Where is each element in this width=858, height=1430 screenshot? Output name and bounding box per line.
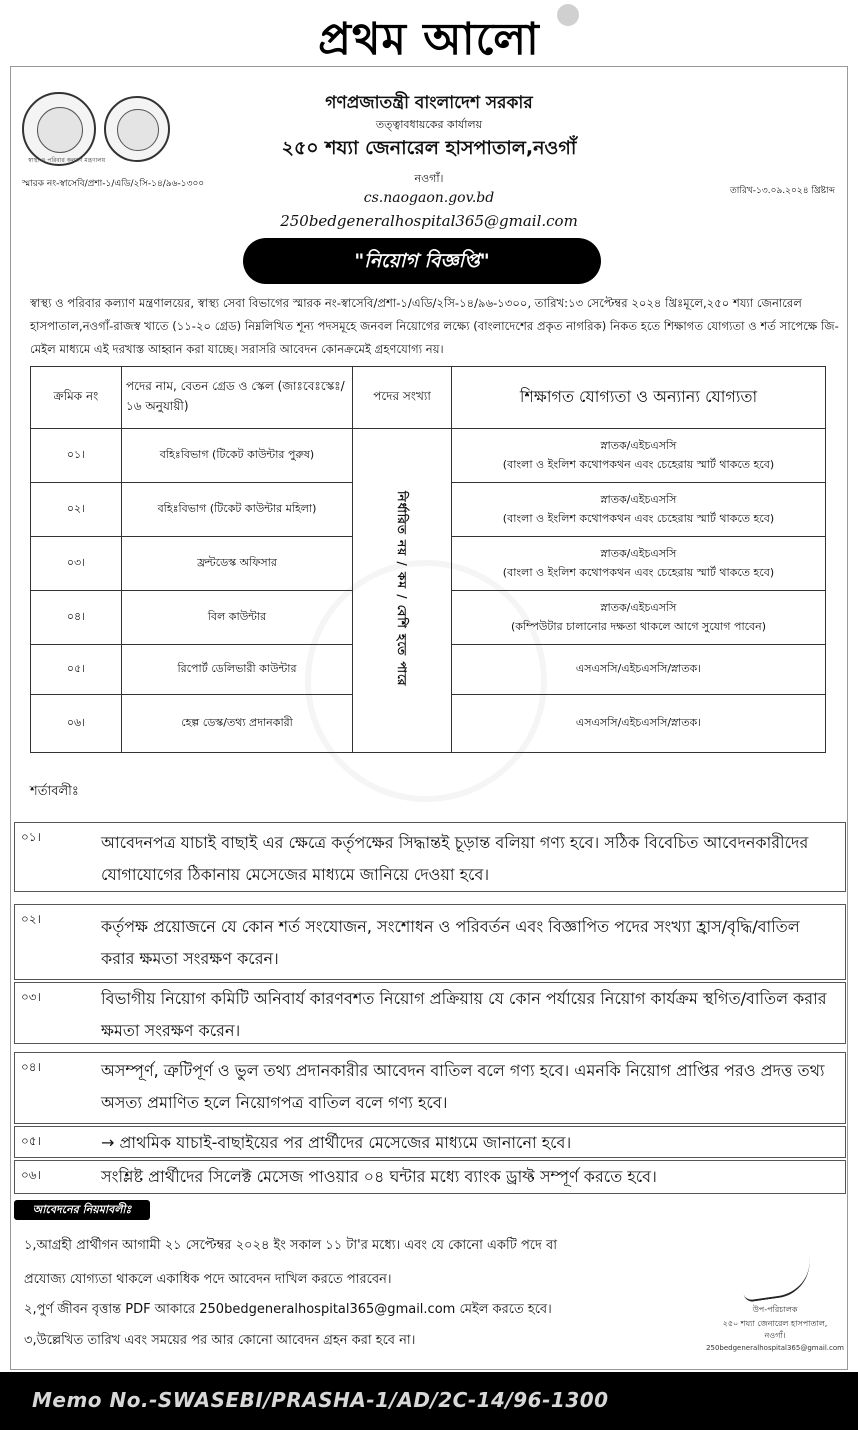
condition-item bbox=[14, 1160, 846, 1194]
condition-number: ০৪। bbox=[21, 1060, 41, 1074]
memo-number: স্মারক নং-স্বাসেবি/প্রশা-১/এডি/২সি-১৪/৯৬-১৩০০ bbox=[22, 179, 205, 189]
qualification-degree: স্নাতক/এইচএসসি bbox=[600, 438, 677, 452]
row-post: বহিঃবিভাগ (টিকেট কাউন্টার পুরুষ) bbox=[122, 429, 353, 483]
row-qualification bbox=[452, 645, 826, 695]
posts-table bbox=[30, 366, 826, 753]
website-text: cs.naogaon.gov.bd bbox=[363, 190, 495, 206]
row-qualification bbox=[452, 695, 826, 753]
condition-text: কর্তৃপক্ষ প্রয়োজনে যে কোন শর্ত সংযোজন, সংশোধন ও পরিবর্তন এবং বিজ্ঞাপিত পদের সংখ্যা হ্রাস/বৃদ্ধি/বাতিল করার ক্ষমতা সংরক্ষণ করেন। bbox=[101, 917, 800, 968]
intro-paragraph: স্বাস্থ্য ও পরিবার কল্যাণ মন্ত্রণালয়ের, স্বাস্থ্য সেবা বিভাগের স্মারক নং-স্বাসেবি/প্রশা-১/এডি/২সি-১৪/৯৬-১৩০০, তারিখ:১৩ সেপ্টেম্বর ২০২৪ খ্রিঃমূলে,২৫০ শয্যা জেনারেল হাসপাতাল,নওগাঁ-রাজস্ব খাতে (১১-২০ গ্রেড) নিম্নলিখিত শূন্য পদসমূহে জনবল নিয়োগের লক্ষ্যে (বাংলাদেশের প্রকৃত নাগরিক) নিকত হতে শিক্ষাগত যোগ্যতা ও শর্ত সাপেক্ষে জি-মেইল মাধ্যমে এই দরখাস্ত আহ্বান করা যাচ্ছে। সরাসরি আবেদন কোনক্রমেই গ্রহণযোগ্য নয়। bbox=[30, 296, 839, 356]
row-post: ফ্রন্টডেস্ক অফিসার bbox=[122, 537, 353, 591]
signature-title: উপ-পরিচালক bbox=[752, 1305, 798, 1314]
row-post: রিপোর্ট ডেলিভারী কাউন্টার bbox=[122, 645, 353, 695]
post-count-note: নির্ধারিত নয় / কম / বেশি হতে পারে bbox=[395, 491, 409, 687]
row-serial: ০৬। bbox=[31, 695, 122, 753]
row-qualification bbox=[452, 591, 826, 645]
row-qualification bbox=[452, 537, 826, 591]
signature-email: 250bedgeneralhospital365@gmail.com bbox=[706, 1344, 844, 1352]
row-post: বহিঃবিভাগ (টিকেট কাউন্টার মহিলা) bbox=[122, 483, 353, 537]
newspaper-logo: প্রথম আলো bbox=[318, 14, 540, 65]
qualification-note: (বাংলা ও ইংলিশ কথোপকথন এবং চেহেরায় স্মার্ট থাকতে হবে) bbox=[502, 565, 775, 579]
row-serial: ০৫। bbox=[31, 645, 122, 695]
rule-item: ১,আগ্রহী প্রার্থীগন আগামী ২১ সেপ্টেম্বর ২০২৪ ইং সকাল ১১ টা'র মধ্যে। এবং যে কোনো একটি পদে বা bbox=[24, 1238, 557, 1253]
signature-district: নওগাঁ। bbox=[764, 1331, 786, 1340]
rule-item: প্রযোজ্য যোগ্যতা থাকলে একাধিক পদে আবেদন দাখিল করতে পারবেন। bbox=[24, 1272, 392, 1287]
post-count-cell bbox=[353, 429, 452, 753]
row-serial: ০৩। bbox=[31, 537, 122, 591]
row-serial: ০৪। bbox=[31, 591, 122, 645]
district-text: নওগাঁ। bbox=[414, 172, 444, 185]
footer-banner bbox=[0, 1372, 858, 1430]
condition-text: → প্রাথমিক যাচাই-বাছাইয়ের পর প্রার্থীদের মেসেজের মাধ্যমে জানানো হবে। bbox=[101, 1133, 572, 1152]
signature-office: ২৫০ শয্যা জেনারেল হাসপাতাল, bbox=[722, 1319, 828, 1328]
qualification-degree: স্নাতক/এইচএসসি bbox=[600, 492, 677, 506]
row-qualification bbox=[452, 483, 826, 537]
footer-memo: Memo No.-SWASEBI/PRASHA-1/AD/2C-14/96-1300 bbox=[32, 1388, 609, 1412]
notice-title: "নিয়োগ বিজ্ঞপ্তি" bbox=[243, 238, 601, 284]
condition-number: ০৬। bbox=[21, 1168, 41, 1182]
condition-number: ০২। bbox=[21, 912, 41, 926]
condition-number: ০১। bbox=[21, 830, 41, 844]
row-qualification bbox=[452, 429, 826, 483]
condition-item bbox=[14, 822, 846, 892]
rule-item: ২,পুর্ণ জীবন বৃত্তান্ত PDF আকারে 250bedgeneralhospital365@gmail.com মেইল করতে হবে। bbox=[24, 1302, 552, 1317]
condition-item bbox=[14, 982, 846, 1044]
qualification-degree: এসএসসি/এইচএসসি/স্নাতক। bbox=[575, 662, 702, 675]
conditions-label: শর্তাবলীঃ bbox=[30, 784, 79, 799]
notice-date: তারিখ-১৩.০৯.২০২৪ খ্রিষ্টাব্দ bbox=[730, 186, 836, 196]
condition-text: আবেদনপত্র যাচাই বাছাই এর ক্ষেত্রে কর্তৃপক্ষের সিদ্ধান্তই চূড়ান্ত বলিয়া গণ্য হবে। সঠিক বিবেচিত আবেদনকারীদের যোগাযোগের ঠিকানায় মেসেজের মাধ্যমে জানিয়ে দেওয়া হবে। bbox=[101, 833, 809, 884]
post-header: পদের নাম, বেতন গ্রেড ও স্কেল (জাঃবেঃস্কেঃ/১৬ অনুযায়ী) bbox=[122, 367, 353, 429]
newspaper-masthead bbox=[0, 0, 858, 66]
email-text: 250bedgeneralhospital365@gmail.com bbox=[280, 212, 578, 230]
condition-item bbox=[14, 1052, 846, 1124]
qualification-degree: স্নাতক/এইচএসসি bbox=[600, 546, 677, 560]
row-post: হেল্প ডেস্ক/তথ্য প্রদানকারী bbox=[122, 695, 353, 753]
qualification-note: (কম্পিউটার চালানোর দক্ষতা থাকলে আগে সুযোগ পাবেন) bbox=[510, 619, 767, 633]
row-serial: ০১। bbox=[31, 429, 122, 483]
row-serial: ০২। bbox=[31, 483, 122, 537]
serial-header: ক্রমিক নং bbox=[31, 367, 122, 429]
condition-item bbox=[14, 904, 846, 980]
qualification-degree: স্নাতক/এইচএসসি bbox=[600, 600, 677, 614]
condition-text: সংশ্লিষ্ট প্রার্থীদের সিলেক্ট মেসেজ পাওয়ার ০৪ ঘন্টার মধ্যে ব্যাংক ড্রাফ্ট সম্পূর্ণ করতে হবে। bbox=[101, 1167, 657, 1186]
emblem-caption: স্বাস্থ্য ও পরিবার কল্যাণ মন্ত্রণালয় bbox=[28, 157, 106, 164]
rules-title: আবেদনের নিয়মাবলীঃ bbox=[14, 1200, 150, 1220]
condition-number: ০৫। bbox=[21, 1134, 41, 1148]
office-title: তত্ত্বাবধায়কের কার্যালয় bbox=[375, 118, 483, 131]
rule-item: ৩,উল্লেখিত তারিখ এবং সময়ের পর আর কোনো আবেদন গ্রহন করা হবে না। bbox=[24, 1333, 416, 1348]
condition-text: বিভাগীয় নিয়োগ কমিটি অনিবার্য কারণবশত নিয়োগ প্রক্রিয়ায় যে কোন পর্যায়ের নিয়োগ কার্যক্রম স্থগিত/বাতিল করার ক্ষমতা সংরক্ষণ করেন। bbox=[101, 989, 827, 1040]
row-post: বিল কাউন্টার bbox=[122, 591, 353, 645]
count-header: পদের সংখ্যা bbox=[353, 367, 452, 429]
condition-number: ০৩। bbox=[21, 990, 41, 1004]
hospital-title: ২৫০ শয্যা জেনারেল হাসপাতাল,নওগাঁ bbox=[281, 137, 577, 159]
gov-title: গণপ্রজাতন্ত্রী বাংলাদেশ সরকার bbox=[325, 93, 533, 113]
condition-item bbox=[14, 1126, 846, 1158]
qualification-note: (বাংলা ও ইংলিশ কথোপকথন এবং চেহেরায় স্মার্ট থাকতে হবে) bbox=[502, 457, 775, 471]
qualification-note: (বাংলা ও ইংলিশ কথোপকথন এবং চেহেরায় স্মার্ট থাকতে হবে) bbox=[502, 511, 775, 525]
qualification-header: শিক্ষাগত যোগ্যতা ও অন্যান্য যোগ্যতা bbox=[452, 367, 826, 429]
condition-text: অসম্পূর্ণ, ত্রুটিপূর্ণ ও ভুল তথ্য প্রদানকারীর আবেদন বাতিল বলে গণ্য হবে। এমনকি নিয়োগ প্রাপ্তির পরও প্রদত্ত তথ্য অসত্য প্রমাণিত হলে নিয়োগপত্র বাতিল বলে গণ্য হবে। bbox=[101, 1061, 825, 1112]
qualification-degree: এসএসসি/এইচএসসি/স্নাতক। bbox=[575, 716, 702, 729]
